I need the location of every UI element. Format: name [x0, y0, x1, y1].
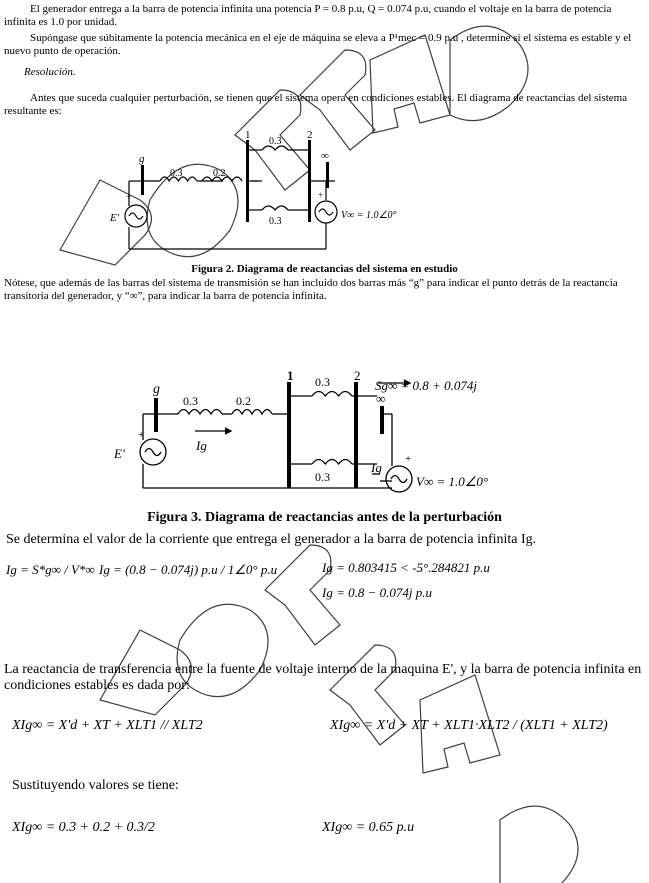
reactance-coil-upper-0.3: [312, 392, 352, 397]
eq-xt-expanded: XIg∞ = X'd + XT + XLT1·XLT2 / (XLT1 + XLT2): [330, 718, 608, 733]
bus-g: [154, 398, 158, 432]
reactance-coil-lower-0.3: [262, 206, 288, 210]
bus-1: [287, 382, 291, 488]
label-bus-1: 1: [245, 129, 251, 141]
label-bus-inf: ∞: [376, 391, 386, 406]
eq-ig-polar: Ig = 0.803415 < -5°.284821 p.u: [322, 560, 490, 575]
plus-left: +: [126, 192, 132, 202]
eq-ig-substitution: Ig = (0.8 − 0.074j) p.u / 1∠0° p.u: [99, 562, 278, 577]
paragraph-6: La reactancia de transferencia entre la fuente de voltaje interno de la maquina E', y la barra de potencia infinita en condiciones estables es dada por:: [4, 662, 642, 693]
resolucion-heading: Resolución.: [24, 66, 76, 78]
eq-ig-rectangular: Ig = 0.8 − 0.074j p.u: [322, 585, 432, 600]
label-source-left: E': [114, 446, 125, 461]
label-x2: 0.2: [236, 394, 251, 408]
reactance-coil-0.2: [232, 410, 272, 415]
label-x2: 0.2: [213, 168, 226, 179]
bus-2: [354, 382, 358, 488]
label-bus-g: g: [139, 153, 145, 165]
label-source-right: V∞ = 1.0∠0°: [416, 474, 489, 489]
label-source-left: E': [110, 212, 120, 224]
bus-inf: [326, 162, 329, 188]
label-current-ig: Ig: [196, 438, 207, 453]
bus-2: [308, 140, 311, 222]
plus-right: +: [318, 190, 324, 200]
label-x4: 0.3: [269, 216, 282, 227]
label-x4: 0.3: [315, 470, 330, 484]
label-x1: 0.3: [170, 168, 183, 179]
paragraph-2: Supóngase que súbitamente la potencia mecánica en el eje de máquina se eleva a P¹mec = 0.9 p.u , determine si el sistema es estable y el nuevo punto de operación.: [4, 32, 632, 57]
reactance-diagram-fig2: [0, 128, 649, 260]
eq-xt-definition: XIg∞ = X'd + XT + XLT1 // XLT2: [12, 718, 203, 733]
paragraph-3: Antes que suceda cualquier perturbación, se tienen que el sistema opera en condiciones estables. El diagrama de reactancias del sistema resultante es:: [4, 92, 628, 117]
label-x3: 0.3: [269, 136, 282, 147]
label-bus-2: 2: [354, 368, 361, 383]
paragraph-7: Sustituyendo valores se tiene:: [12, 778, 179, 793]
reactance-coil-0.3: [178, 410, 222, 415]
eq-xt-result: XIg∞ = 0.65 p.u: [322, 820, 415, 835]
reactance-diagram-fig3: [0, 368, 649, 508]
label-source-right: V∞ = 1.0∠0°: [341, 210, 397, 221]
bus-1: [246, 140, 249, 222]
bus-g: [141, 165, 144, 195]
paragraph-1: El generador entrega a la barra de potencia infinita una potencia P = 0.8 p.u, Q = 0.074 p.u, cuando el voltaje en la barra de potencia infinita es 1.0 por unidad.: [4, 3, 612, 28]
figure-2-caption: Figura 2. Diagrama de reactancias del sistema en estudio: [191, 263, 458, 275]
bus-inf: [380, 406, 384, 434]
paragraph-5: Se determina el valor de la corriente que entrega el generador a la barra de potencia infinita Ig.: [6, 532, 537, 547]
label-current-ig-2: Ig: [371, 460, 382, 475]
label-bus-inf: ∞: [321, 150, 329, 162]
eq-ig-definition: Ig = S*g∞ / V*∞: [6, 562, 95, 577]
paragraph-4: Nótese, que además de las barras del sistema de transmisión se han incluido dos barras más “g” para indicar el punto detrás de la reactancia transitoria del generador, y “∞”, para indicar la barra de potencia infinita.: [4, 277, 618, 302]
label-bus-1: 1: [287, 368, 294, 383]
figure-3-caption: Figura 3. Diagrama de reactancias antes de la perturbación: [147, 510, 502, 525]
eq-xt-substitution: XIg∞ = 0.3 + 0.2 + 0.3/2: [12, 820, 155, 835]
plus-left: +: [138, 429, 145, 441]
label-bus-2: 2: [307, 129, 313, 141]
label-x1: 0.3: [183, 394, 198, 408]
label-x3: 0.3: [315, 375, 330, 389]
plus-right: +: [405, 453, 412, 465]
reactance-coil-lower-0.3: [312, 460, 352, 465]
label-bus-g: g: [153, 382, 160, 397]
label-power-flow: Sg∞ = 0.8 + 0.074j: [375, 378, 477, 393]
